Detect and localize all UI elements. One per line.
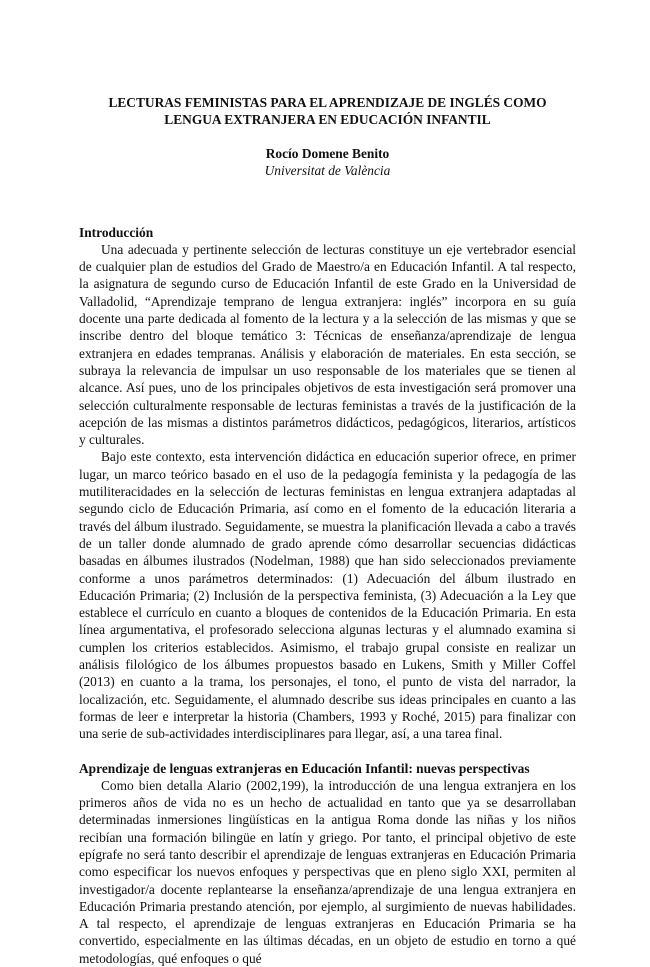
body-paragraph: Como bien detalla Alario (2002,199), la introducción de una lengua extranjera en los primeros años de vida no es un hecho de actualidad en tanto que ya se desarrollaban determinadas inmersiones lingüísticas en la antigua Roma donde las niñas y los niños recibían una formación bilingüe en latín y griego. Por tanto, el principal objetivo de este epígrafe no será tanto describir el aprendizaje de lenguas extranjeras en Educación Primaria como especificar los nuevos enfoques y perspectivas que en pleno siglo XXI, permiten al investigador/a docente replantearse la enseñanza/aprendizaje de una lengua extranjera en Educación Primaria prestando atención, por ejemplo, al surgimiento de nuevas habilidades. A tal respecto, el aprendizaje de lenguas extranjeras en Educación Primaria se ha convertido, especialmente en las últimas décadas, en un objeto de estudio en torno a qué metodologías, qué enfoques o qué xyxy=(79,777,576,966)
section-heading-introduction: Introducción xyxy=(79,224,154,240)
author-name: Rocío Domene Benito xyxy=(265,146,390,161)
section-heading-learning-languages: Aprendizaje de lenguas extranjeras en Educación Infantil: nuevas perspectivas xyxy=(79,760,530,776)
document-page xyxy=(79,94,576,967)
author-affiliation: Universitat de València xyxy=(264,163,391,179)
body-paragraph: Bajo este contexto, esta intervención didáctica en educación superior ofrece, en primer lugar, un marco teórico basado en el uso de la pedagogía feminista y la pedagogía de las mutiliteracidades en la selección de lecturas feministas en lengua extranjera adaptadas al segundo ciclo de Educación Primaria, así como en el fomento de la educación literaria a través del álbum ilustrado. Seguidamente, se muestra la planificación llevada a cabo a través de un taller donde alumnado de grado aprende cómo desarrollar secuencias didácticas basadas en álbumes ilustrados (Nodelman, 1988) que han sido seleccionados previamente conforme a unos parámetros determinados: (1) Adecuación del álbum ilustrado en Educación Primaria; (2) Inclusión de la perspectiva feminista, (3) Adecuación a la Ley que establece el currículo en cuanto a bloques de contenidos de la Educación Primaria. En esta línea argumentativa, el profesorado selecciona algunas lecturas y el alumnado examina si cumplen los criterios establecidos. Asimismo, el trabajo grupal consiste en realizar un análisis filológico de los álbumes propuestos basado en Lukens, Smith y Miller Coffel (2013) en cuanto a la trama, los personajes, el tono, el punto de vista del narrador, la localización, etc. Seguidamente, el alumnado describe sus ideas principales en cuanto a las formas de leer e interpretar la historia (Chambers, 1993 y Roché, 2015) para finalizar con una serie de sub-actividades interdisciplinares para llegar, así, a una tarea final. xyxy=(79,449,576,742)
paper-title: LECTURAS FEMINISTAS PARA EL APRENDIZAJE DE INGLÉS COMO LENGUA EXTRANJERA EN EDUCACIÓN INFANTIL xyxy=(108,95,547,127)
body-paragraph: Una adecuada y pertinente selección de lecturas constituye un eje vertebrador esencial de cualquier plan de estudios del Grado de Maestro/a en Educación Infantil. A tal respecto, la asignatura de segundo curso de Educación Infantil de este Grado en la Universidad de Valladolid, “Aprendizaje temprano de lengua extranjera: inglés” incorpora en su guía docente una parte dedicada al fomento de la lectura y a la selección de las mismas y que se inscribe dentro del bloque temático 3: Técnicas de enseñanza/aprendizaje de lengua extranjera en edades tempranas. Análisis y elaboración de materiales. En esta sección, se subraya la relevancia de impulsar un uso responsable de los materiales que se tienen al alcance. Así pues, uno de los principales objetivos de esta investigación será promover una selección culturalmente responsable de lecturas feministas a través de la justificación de la acepción de las mismas a distintos parámetros didácticos, pedagógicos, literarios, artísticos y culturales. xyxy=(79,241,576,448)
